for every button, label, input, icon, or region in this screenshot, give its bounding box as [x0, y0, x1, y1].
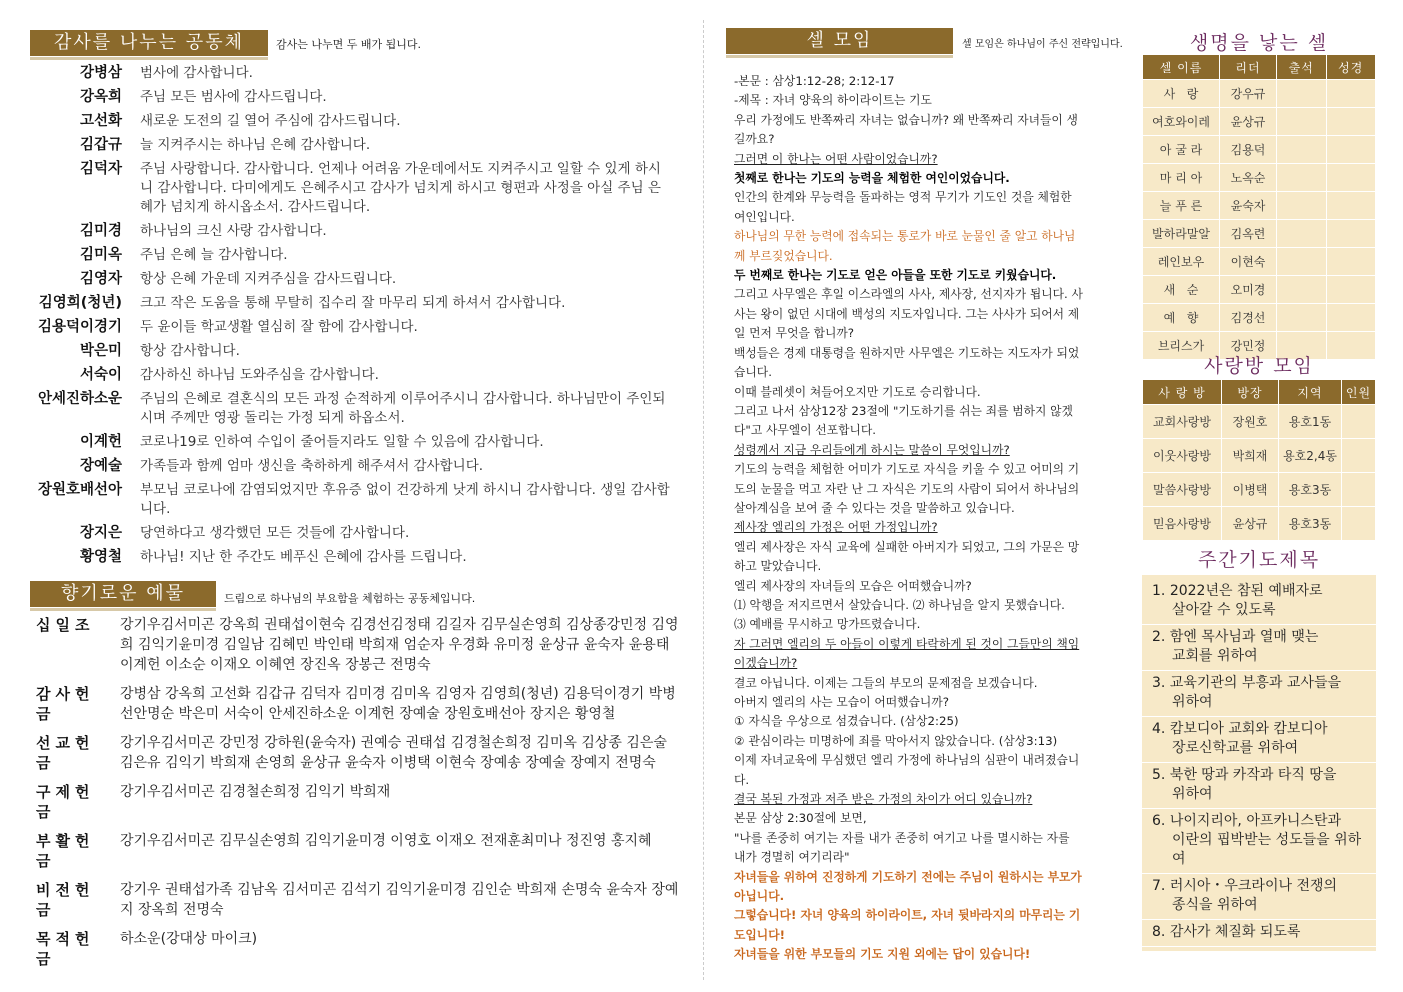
thanks-text: 가족들과 함께 엄마 생신을 축하하게 해주셔서 감사합니다.: [140, 458, 484, 474]
offering-list: [36, 615, 681, 978]
love-row: [1143, 473, 1376, 507]
love-room: 믿음사랑방: [1143, 507, 1222, 541]
cell-leader: 노옥순: [1220, 164, 1277, 192]
thanks-text: 주님 모든 범사에 감사드립니다.: [140, 89, 327, 105]
prayer-text: 캄보디아 교회와 캄보디아: [1169, 721, 1328, 737]
prayer-text-cont: 종식을 위하여: [1172, 897, 1258, 913]
thanks-list: [30, 64, 670, 572]
prayer-text: 나이지리아, 아프카니스탄과: [1169, 813, 1342, 829]
cell-paragraph: "나를 존중히 여기는 자를 내가 존중히 여기고 나를 멸시하는 자를 내가 경멸히 여기리라": [734, 830, 1070, 865]
cells-row: [1143, 108, 1376, 136]
offering-label: 감사헌금: [36, 685, 95, 723]
cell-attendance: [1277, 136, 1327, 164]
offering-row: [36, 880, 681, 920]
thanks-row: [30, 222, 670, 241]
thanks-name: 안세진하소운: [37, 391, 122, 407]
offering-row: [36, 929, 681, 969]
thanks-name: 강옥희: [79, 89, 122, 105]
love-row: [1143, 439, 1376, 473]
thanks-row: [30, 64, 670, 83]
cell-paragraph: 성령께서 지금 우리들에게 하시는 말씀이 무엇입니까?: [734, 442, 1010, 457]
cell-paragraph: 자 그러면 엘리의 두 아들이 이렇게 타락하게 된 것이 그들만의 책임이겠습니까?: [734, 636, 1080, 671]
thanks-section-subtitle: 감사는 나누면 두 배가 됩니다.: [276, 38, 421, 51]
cell-name: 레인보우: [1143, 248, 1220, 276]
prayer-text: 북한 땅과 카작과 타직 땅을: [1169, 767, 1337, 783]
prayer-number: 1.: [1152, 583, 1166, 599]
cell-name: 마 리 아: [1143, 164, 1220, 192]
cell-paragraph: 아버지 엘리의 사는 모습이 어떠했습니까?: [734, 695, 949, 709]
thanks-name: 장예술: [79, 458, 122, 474]
thanks-text: 하나님의 크신 사랑 감사합니다.: [140, 223, 327, 239]
prayer-item: [1142, 874, 1376, 920]
cell-paragraph: 이제 자녀교육에 무심했던 엘리 가정에 하나님의 심판이 내려졌습니다.: [734, 753, 1080, 787]
thanks-row: [30, 366, 670, 385]
offering-names: 강기우김서미곤 김경철손희정 김익기 박희재: [120, 784, 391, 800]
prayer-line: [1152, 583, 1323, 599]
cell-paragraph: 결코 아닙니다. 이제는 그들의 부모의 문제점을 보겠습니다.: [734, 675, 1038, 690]
prayer-number: 3.: [1152, 675, 1166, 691]
thanks-name: 황영철: [79, 549, 122, 565]
thanks-name: 김영희(청년): [38, 295, 122, 311]
cells-row: [1143, 248, 1376, 276]
thanks-text: 범사에 감사합니다.: [140, 65, 253, 81]
cell-bible: [1326, 192, 1376, 220]
thanks-name: 박은미: [79, 343, 122, 359]
thanks-row: [30, 548, 670, 567]
prayer-text-cont: 교회를 위하여: [1172, 648, 1258, 664]
cell-paragraph: 본문 삼상 2:30절에 보면,: [734, 811, 867, 826]
cell-paragraph: 엘리 제사장의 자녀들의 모습은 어떠했습니까?: [734, 578, 972, 593]
thanks-name: 김미경: [79, 223, 122, 239]
thanks-row: [30, 246, 670, 265]
cell-paragraph: 그리고 나서 삼상12장 23절에 "기도하기를 쉬는 죄를 범하지 않겠다"고 사무엘이 선포합니다.: [734, 403, 1073, 438]
love-area: 용호3동: [1279, 473, 1342, 507]
prayer-title: 주간기도제목: [1197, 549, 1321, 571]
cell-bible: [1326, 304, 1376, 332]
cell-paragraph: 그렇습니다! 자녀 양육의 하이라이트, 자녀 뒷바라지의 마무리는 기도입니다!: [734, 908, 1081, 942]
prayer-text-cont: 이란의 핍박받는 성도들을 위하여: [1172, 832, 1362, 867]
cell-leader: 김옥련: [1220, 220, 1277, 248]
cell-attendance: [1277, 276, 1327, 304]
cell-bible: [1326, 80, 1376, 108]
cell-paragraph: 그리고 사무엘은 후일 이스라엘의 사사, 제사장, 선지자가 됩니다. 사사는 왕이 없던 시대에 백성의 지도자입니다. 그는 사사가 되어서 제일 먼저 무엇을 합니까?: [734, 287, 1083, 341]
thanks-row: [30, 390, 670, 428]
offering-names: 하소운(강대상 마이크): [120, 931, 258, 947]
prayer-text-cont: 위하여: [1172, 694, 1213, 710]
cell-paragraph: ① 자식을 우상으로 섬겼습니다. (삼상2:25): [734, 714, 959, 729]
cell-paragraph: 첫째로 한나는 기도의 능력을 체험한 여인이었습니다.: [734, 171, 1010, 186]
love-header: 지역: [1279, 380, 1342, 405]
offering-label: 선교헌금: [36, 734, 95, 772]
offering-label: 부활헌금: [36, 832, 95, 870]
cell-attendance: [1277, 192, 1327, 220]
page-fold-divider: [703, 20, 704, 980]
cell-attendance: [1277, 220, 1327, 248]
prayer-line: [1152, 675, 1341, 691]
prayer-item: [1142, 717, 1376, 763]
offering-names: 강기우 권태섭가족 김남옥 김서미곤 김석기 김익기윤미경 김인순 박희재 손명숙 윤숙자 장예지 장옥희 전명숙: [120, 882, 679, 918]
love-room-table: [1142, 379, 1376, 541]
thanks-row: [30, 270, 670, 289]
thanks-text: 항상 은혜 가운데 지켜주심을 감사드립니다.: [140, 271, 397, 287]
cell-paragraph: ⑶ 예배를 무시하고 망가뜨렸습니다.: [734, 617, 921, 632]
cell-leader: 김용덕: [1220, 136, 1277, 164]
thanks-name: 김갑규: [79, 137, 122, 153]
offering-row: [36, 782, 681, 822]
cell-bible: [1326, 220, 1376, 248]
prayer-text: 교육기관의 부흥과 교사들을: [1169, 675, 1342, 691]
prayer-item: [1142, 809, 1376, 874]
prayer-text: 2022년은 참된 예배자로: [1169, 583, 1323, 599]
thanks-row: [30, 112, 670, 131]
cell-paragraph: -본문 : 삼상1:12-28; 2:12-17: [734, 74, 895, 88]
cell-bible: [1326, 276, 1376, 304]
offering-label: 구제헌금: [36, 783, 95, 821]
love-count: [1342, 507, 1376, 541]
cell-bible: [1326, 164, 1376, 192]
thanks-text: 새로운 도전의 길 열어 주심에 감사드립니다.: [140, 113, 401, 129]
prayer-number: 7.: [1152, 878, 1166, 894]
love-leader: 윤상규: [1222, 507, 1279, 541]
cell-meeting-title: 셀 모임: [726, 28, 953, 54]
prayer-list: [1142, 575, 1376, 951]
cell-paragraph: -제목 : 자녀 양육의 하이라이트는 기도: [734, 93, 932, 108]
thanks-name: 김덕자: [79, 161, 122, 177]
offering-label: 목적헌금: [36, 930, 95, 968]
cell-meeting-body: [734, 72, 1084, 965]
cells-row: [1143, 164, 1376, 192]
love-leader: 박희재: [1222, 439, 1279, 473]
prayer-text-cont: 살아갈 수 있도록: [1172, 602, 1276, 618]
cell-leader: 윤숙자: [1220, 192, 1277, 220]
cell-paragraph: 두 번째로 한나는 기도로 얻은 아들을 또한 기도로 키웠습니다.: [734, 268, 1057, 283]
cell-paragraph: 우리 가정에도 반쪽짜리 자녀는 없습니까? 왜 반쪽짜리 자녀들이 생길까요?: [734, 112, 1078, 147]
cell-name: 예 향: [1143, 304, 1220, 332]
love-area: 용호1동: [1279, 405, 1342, 439]
cell-attendance: [1277, 108, 1327, 136]
prayer-item: [1142, 579, 1376, 625]
love-row: [1143, 405, 1376, 439]
thanks-text: 하나님! 지난 한 주간도 베푸신 은혜에 감사를 드립니다.: [140, 549, 467, 565]
thanks-text: 주님 사랑합니다. 감사합니다. 언제나 어려움 가운데에서도 지켜주시고 일할 수 있게 하시니 감사합니다. 다미에게도 은혜주시고 감사가 넘치게 하시고 형편과 사정을 아실 주님 은혜가 넘치게 하시옵소서. 감사드립니다.: [140, 161, 661, 215]
cell-leader: 김경선: [1220, 304, 1277, 332]
prayer-text: 러시아・우크라이나 전쟁의: [1169, 878, 1338, 894]
prayer-text: 함엔 목사님과 열매 맺는: [1169, 629, 1319, 645]
thanks-name: 김영자: [79, 271, 122, 287]
thanks-row: [30, 433, 670, 452]
thanks-row: [30, 318, 670, 337]
cell-paragraph: 엘리 제사장은 자식 교육에 실패한 아버지가 되었고, 그의 가문은 망하고 말았습니다.: [734, 539, 1080, 574]
love-count: [1342, 439, 1376, 473]
love-count: [1342, 473, 1376, 507]
cell-paragraph: 백성들은 경제 대통령을 원하지만 사무엘은 기도하는 지도자가 되었습니다.: [734, 345, 1080, 380]
cell-name: 아 굴 라: [1143, 136, 1220, 164]
love-room: 교회사랑방: [1143, 405, 1222, 439]
offering-section-subtitle: 드림으로 하나님의 부요함을 체험하는 공동체입니다.: [224, 592, 476, 605]
cell-paragraph: 하나님의 무한 능력에 접속되는 통로가 바로 눈물인 줄 알고 하나님께 부르짖었습니다.: [734, 229, 1076, 263]
thanks-text: 부모님 코로나에 감염되었지만 후유증 없이 건강하게 낫게 하시니 감사합니다. 생일 감사합니다.: [140, 482, 670, 517]
prayer-number: 2.: [1152, 629, 1166, 645]
thanks-row: [30, 88, 670, 107]
thanks-name: 강병삼: [79, 65, 122, 81]
thanks-name: 김미옥: [79, 247, 122, 263]
love-room: 말씀사랑방: [1143, 473, 1222, 507]
prayer-number: 8.: [1152, 924, 1166, 940]
thanks-text: 두 윤이들 학교생활 열심히 잘 함에 감사합니다.: [140, 319, 418, 335]
thanks-row: [30, 160, 670, 217]
cell-paragraph: ② 관심이라는 미명하에 죄를 막아서지 않았습니다. (삼상3:13): [734, 733, 1058, 748]
thanks-name: 이계헌: [79, 434, 122, 450]
cell-bible: [1326, 136, 1376, 164]
love-leader: 장원호: [1222, 405, 1279, 439]
offering-row: [36, 684, 681, 724]
cell-name: 브리스가: [1143, 332, 1220, 360]
cell-name: 늘 푸 른: [1143, 192, 1220, 220]
cell-paragraph: 제사장 엘리의 가정은 어떤 가정입니까?: [734, 520, 938, 535]
cell-name: 새 순: [1143, 276, 1220, 304]
prayer-line: [1152, 813, 1341, 829]
thanks-name: 고선화: [79, 113, 122, 129]
prayer-line: [1152, 878, 1337, 894]
cells-row: [1143, 136, 1376, 164]
cell-leader: 강민정: [1220, 332, 1277, 360]
cell-leader: 강우규: [1220, 80, 1277, 108]
prayer-number: 5.: [1152, 767, 1166, 783]
cells-row: [1143, 220, 1376, 248]
thanks-row: [30, 481, 670, 519]
offering-names: 강기우김서미곤 강옥희 권태섭이현숙 김경선김정태 김길자 김무실손영희 김상종강민정 김영희 김익기윤미경 김일남 김혜민 박인태 박희재 엄순자 우경화 유미정 윤상규 윤숙자 윤용태 이계헌 이소순 이재오 이혜연 장진옥 장봉근 전명숙: [120, 617, 679, 673]
thanks-row: [30, 136, 670, 155]
thanks-name: 김용덕이경기: [37, 319, 122, 335]
thanks-name: 장원호배선아: [37, 482, 122, 498]
offering-label: 비전헌금: [36, 881, 95, 919]
thanks-row: [30, 342, 670, 361]
thanks-row: [30, 524, 670, 543]
cell-leader: 오미경: [1220, 276, 1277, 304]
prayer-line: [1152, 721, 1327, 737]
offering-names: 강기우김서미곤 김무실손영희 김익기윤미경 이영호 이재오 전재훈최미나 정진영 홍지혜: [120, 833, 652, 849]
prayer-text: 감사가 체질화 되도록: [1169, 924, 1301, 940]
prayer-item: [1142, 763, 1376, 809]
thanks-text: 코로나19로 인하여 수입이 줄어들지라도 일할 수 있음에 감사합니다.: [140, 434, 544, 450]
cells-header: 셀 이름: [1143, 55, 1220, 80]
cells-header: 리더: [1220, 55, 1277, 80]
prayer-line: [1152, 629, 1318, 645]
cell-attendance: [1277, 80, 1327, 108]
cell-paragraph: 인간의 한계와 무능력을 돌파하는 영적 무기가 기도인 것을 체험한 여인입니다.: [734, 190, 1072, 224]
cell-leader: 이현숙: [1220, 248, 1277, 276]
offering-label: 십일조: [36, 616, 95, 634]
thanks-text: 늘 지켜주시는 하나님 은혜 감사합니다.: [140, 137, 371, 153]
cell-attendance: [1277, 248, 1327, 276]
thanks-row: [30, 294, 670, 313]
love-header: 방장: [1222, 380, 1279, 405]
thanks-text: 당연하다고 생각했던 모든 것들에 감사합니다.: [140, 525, 410, 541]
offering-row: [36, 733, 681, 773]
cells-table: [1142, 54, 1376, 360]
cell-paragraph: 그러면 이 한나는 어떤 사람이었습니까?: [734, 151, 938, 166]
thanks-text: 주님 은혜 늘 감사합니다.: [140, 247, 288, 263]
prayer-text-cont: 장로신학교를 위하여: [1172, 740, 1299, 756]
love-room: 이웃사랑방: [1143, 439, 1222, 473]
love-header: 인원: [1342, 380, 1376, 405]
offering-section-title: 향기로운 예물: [30, 581, 216, 607]
cells-row: [1143, 192, 1376, 220]
prayer-line: [1152, 767, 1336, 783]
thanks-text: 크고 작은 도움을 통해 무탈히 집수리 잘 마무리 되게 하셔서 감사합니다.: [140, 295, 566, 311]
cell-leader: 윤상규: [1220, 108, 1277, 136]
thanks-name: 장지은: [79, 525, 122, 541]
cells-header: 출석: [1277, 55, 1327, 80]
cell-paragraph: 기도의 능력을 체험한 어미가 기도로 자식을 키울 수 있고 어미의 기도의 눈물을 먹고 자란 난 그 자식은 기도의 사람이 되어서 하나님의 살아계심을 보여 줄 수 있다는 것을 말씀하고 있습니다.: [734, 462, 1080, 515]
cell-paragraph: 자녀들을 위하여 진정하게 기도하기 전에는 주님이 원하시는 부모가 아닙니다.: [734, 869, 1082, 904]
prayer-number: 4.: [1152, 721, 1166, 737]
thanks-text: 감사하신 하나님 도와주심을 감사합니다.: [140, 367, 379, 383]
love-area: 용호2,4동: [1279, 439, 1342, 473]
cell-paragraph: 자녀들을 위한 부모들의 기도 지원 외에는 답이 있습니다!: [734, 947, 1031, 962]
prayer-item: [1142, 920, 1376, 947]
love-area: 용호3동: [1279, 507, 1342, 541]
cell-bible: [1326, 108, 1376, 136]
cell-attendance: [1277, 164, 1327, 192]
love-header: 사 랑 방: [1143, 380, 1222, 405]
love-room-title: 사랑방 모임: [1204, 355, 1314, 377]
cells-row: [1143, 276, 1376, 304]
thanks-section-title: 감사를 나누는 공동체: [30, 30, 268, 56]
thanks-name: 서숙이: [79, 367, 122, 383]
cell-name: 여호와이레: [1143, 108, 1220, 136]
offering-row: [36, 615, 681, 675]
cells-header: 성경: [1326, 55, 1376, 80]
prayer-line: [1152, 924, 1300, 940]
love-row: [1143, 507, 1376, 541]
cells-title: 생명을 낳는 셀: [1189, 32, 1329, 54]
love-leader: 이병택: [1222, 473, 1279, 507]
prayer-number: 6.: [1152, 813, 1166, 829]
cell-bible: [1326, 248, 1376, 276]
offering-names: 강기우김서미곤 강민정 강하원(윤숙자) 권예승 권태섭 김경철손희정 김미옥 김상종 김은술 김은유 김익기 박희재 손영희 윤상규 윤숙자 이병택 이현숙 장예송 장예술 장예지 전명숙: [120, 735, 667, 771]
cell-name: 사 랑: [1143, 80, 1220, 108]
cell-attendance: [1277, 304, 1327, 332]
thanks-row: [30, 457, 670, 476]
cells-row: [1143, 80, 1376, 108]
thanks-text: 주님의 은혜로 결혼식의 모든 과정 순적하게 이루어주시니 감사합니다. 하나님만이 주인되시며 주께만 영광 돌리는 가정 되게 하옵소서.: [140, 391, 666, 426]
offering-names: 강병삼 강옥희 고선화 김갑규 김덕자 김미경 김미옥 김영자 김영희(청년) 김용덕이경기 박병선안명순 박은미 서숙이 안세진하소운 이계헌 장예술 장원호배선아 장지은 황영철: [120, 686, 676, 722]
thanks-text: 항상 감사합니다.: [140, 343, 240, 359]
cell-paragraph: ⑴ 악행을 저지르면서 살았습니다. ⑵ 하나님을 알지 못했습니다.: [734, 597, 1065, 612]
cells-row: [1143, 304, 1376, 332]
love-count: [1342, 405, 1376, 439]
offering-row: [36, 831, 681, 871]
cell-paragraph: 결국 복된 가정과 저주 받은 가정의 차이가 어디 있습니까?: [734, 792, 1033, 807]
prayer-item: [1142, 625, 1376, 671]
cell-name: 발하라말알: [1143, 220, 1220, 248]
prayer-item: [1142, 671, 1376, 717]
prayer-text-cont: 위하여: [1172, 786, 1213, 802]
cell-meeting-subtitle: 셀 모임은 하나님이 주신 전략입니다.: [962, 39, 1123, 50]
cell-paragraph: 이때 블레셋이 쳐들어오지만 기도로 승리합니다.: [734, 384, 981, 399]
